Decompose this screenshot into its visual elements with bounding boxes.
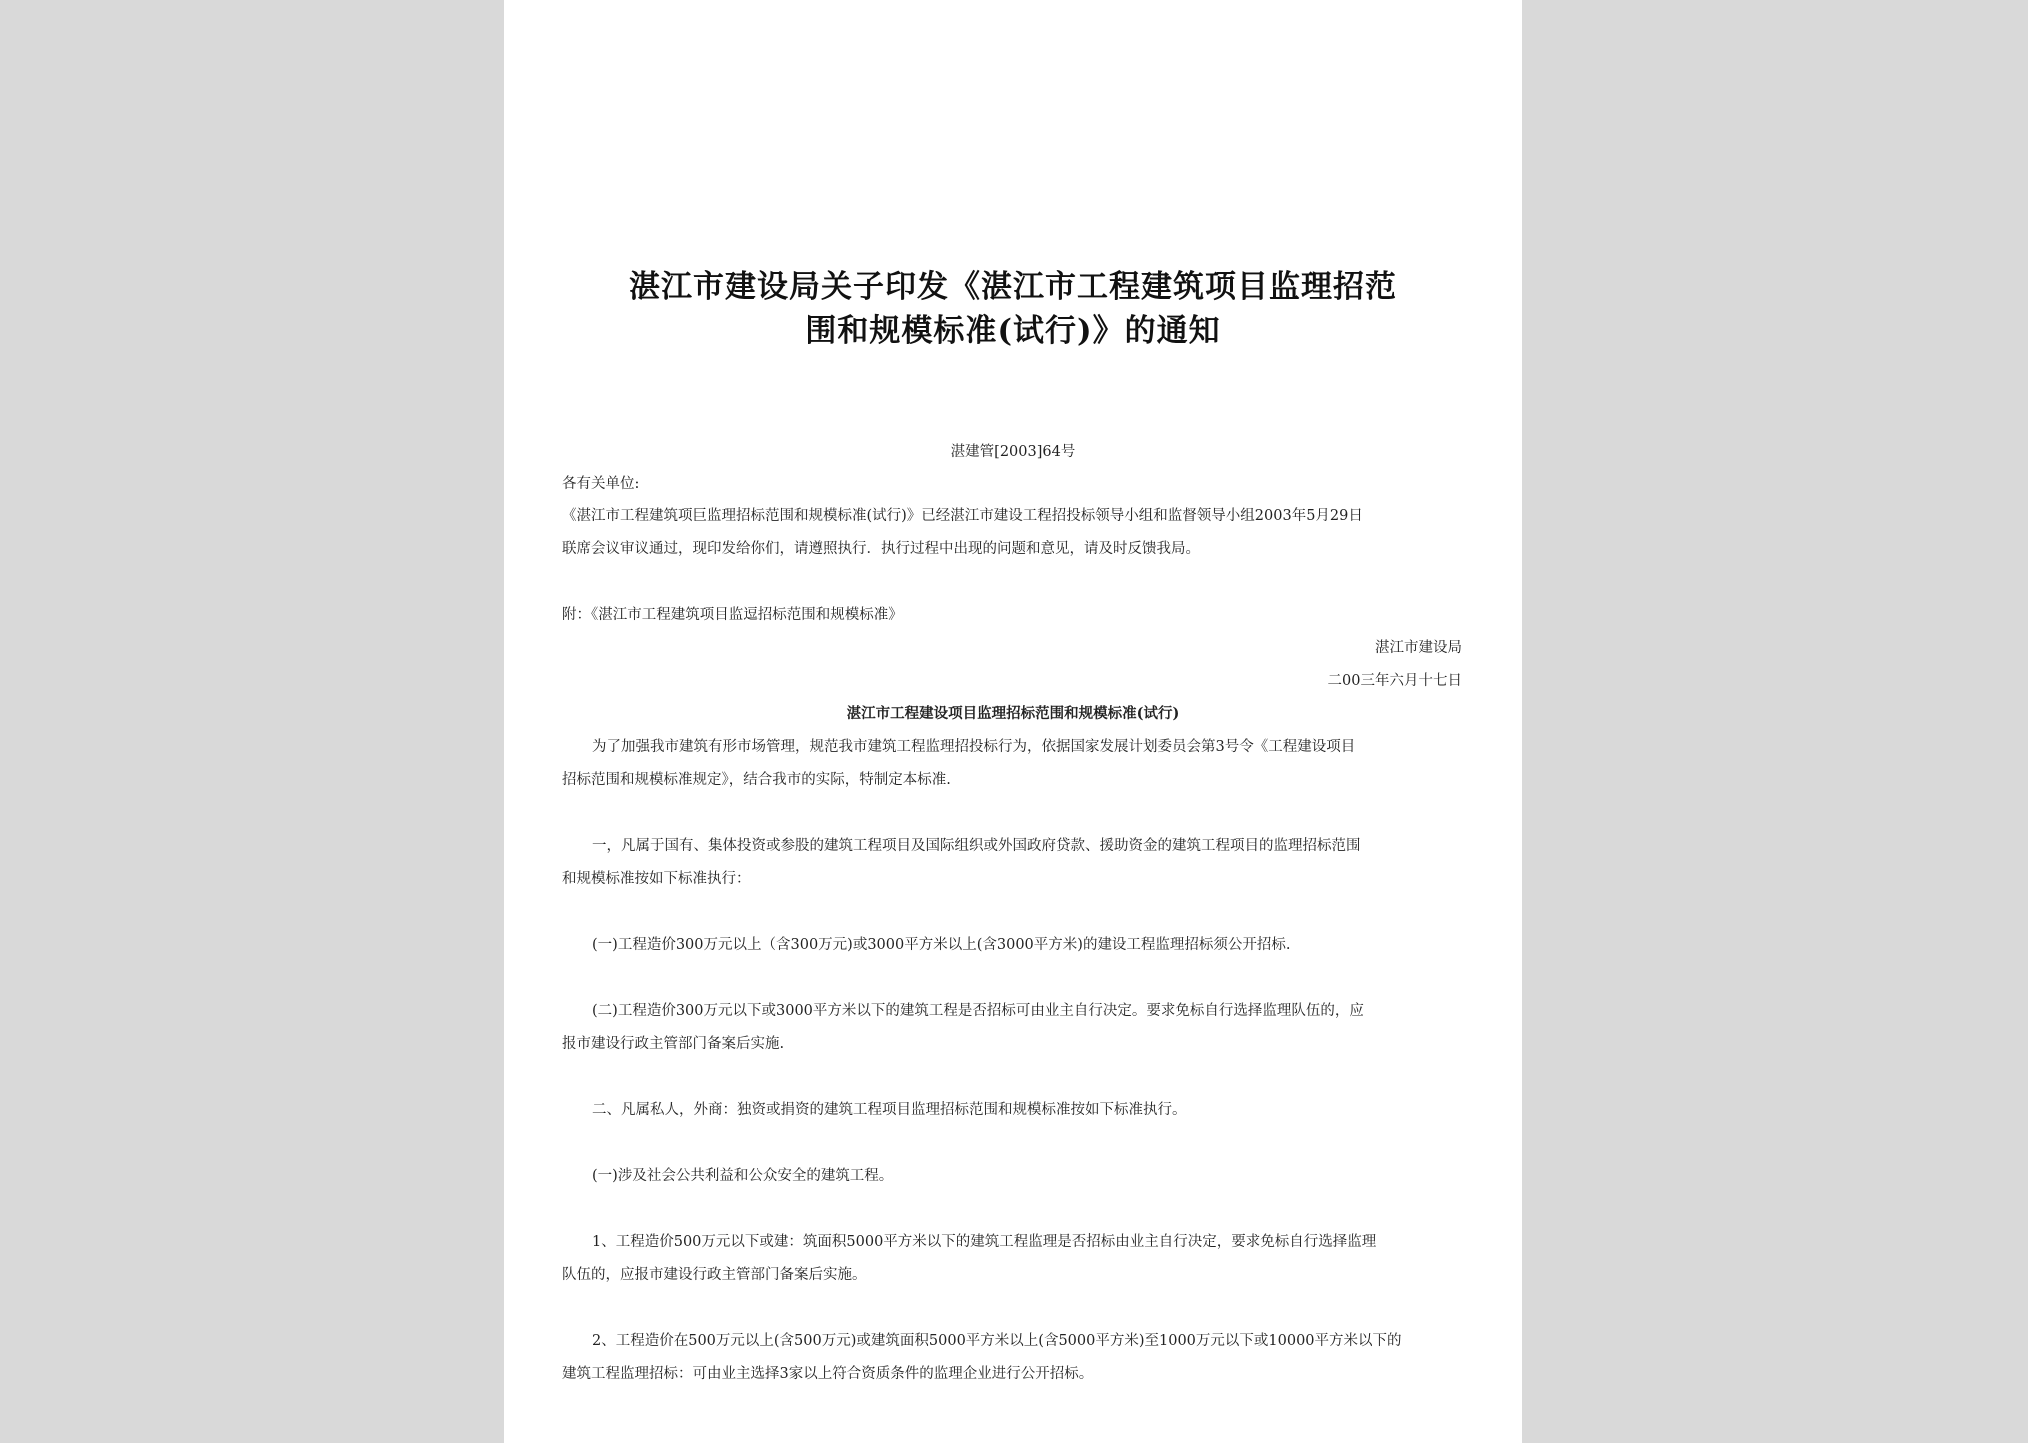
- standard-title: 湛江市工程建设项目监理招标范围和规模标准(试行): [846, 705, 1180, 722]
- document-number: 湛建管[2003]64号: [950, 444, 1076, 460]
- document-title-line-2: 围和规模标准(试行)》的通知: [805, 313, 1221, 349]
- article-2-item-1-line-1: 1、工程造价500万元以下或建：筑面积5000平方米以下的建筑工程监理是否招标由业主自行决定，要求免标自行选择监理: [592, 1234, 1377, 1250]
- issue-date: 二00三年六月十七日: [1327, 673, 1462, 689]
- article-1-clause-2-line-1: (二)工程造价300万元以下或3000平方米以下的建筑工程是否招标可由业主自行决定。要求免标自行选择监理队伍的，应: [592, 1003, 1364, 1019]
- intro-line-2: 联席会议审议通过，现印发给你们，请遵照执行．执行过程中出现的问题和意见，请及时反馈我局。: [562, 541, 1200, 557]
- article-2-item-2-line-1: 2、工程造价在500万元以上(含500万元)或建筑面积5000平方米以上(含5000平方米)至1000万元以下或10000平方米以下的: [592, 1333, 1402, 1349]
- intro-line-1: 《湛江市工程建筑项巨监理招标范围和规模标准(试行)》已经湛江市建设工程招投标领导小组和监督领导小组2003年5月29日: [562, 508, 1363, 524]
- preamble-line-1: 为了加强我市建筑有形市场管理，规范我市建筑工程监理招投标行为，依据国家发展计划委员会第3号令《工程建设项目: [592, 739, 1356, 755]
- article-1-clause-2-line-2: 报市建设行政主管部门备案后实施.: [562, 1036, 785, 1052]
- article-2-item-2-line-2: 建筑工程监理招标：可由业主选择3家以上符合资质条件的监理企业进行公开招标。: [562, 1366, 1094, 1382]
- article-1-line-2: 和规模标准按如下标准执行：: [562, 871, 751, 887]
- article-1-line-1: 一，凡属于国有、集体投资或参股的建筑工程项目及国际组织或外国政府贷款、援助资金的建筑工程项目的监理招标范围: [592, 838, 1361, 854]
- salutation: 各有关单位:: [562, 476, 640, 492]
- preamble-line-2: 招标范围和规模标准规定》，结合我市的实际，特制定本标准.: [562, 772, 951, 788]
- issuer-name: 湛江市建设局: [1375, 640, 1462, 656]
- article-2-clause-1: (一)涉及社会公共利益和公众安全的建筑工程。: [592, 1168, 894, 1184]
- article-1-clause-1: (一)工程造价300万元以上（含300万元)或3000平方米以上(含3000平方米)的建设工程监理招标须公开招标.: [592, 937, 1291, 953]
- document-page: [504, 0, 1522, 1443]
- attachment-note: 附：《湛江市工程建筑项目监逗招标范围和规模标准》: [562, 607, 903, 623]
- document-title-line-1: 湛江市建设局关子印发《湛江市工程建筑项目监理招范: [629, 269, 1397, 305]
- article-2-item-1-line-2: 队伍的，应报市建设行政主管部门备案后实施。: [562, 1267, 867, 1283]
- article-2: 二、凡属私人，外商：独资或捐资的建筑工程项目监理招标范围和规模标准按如下标准执行。: [592, 1102, 1187, 1118]
